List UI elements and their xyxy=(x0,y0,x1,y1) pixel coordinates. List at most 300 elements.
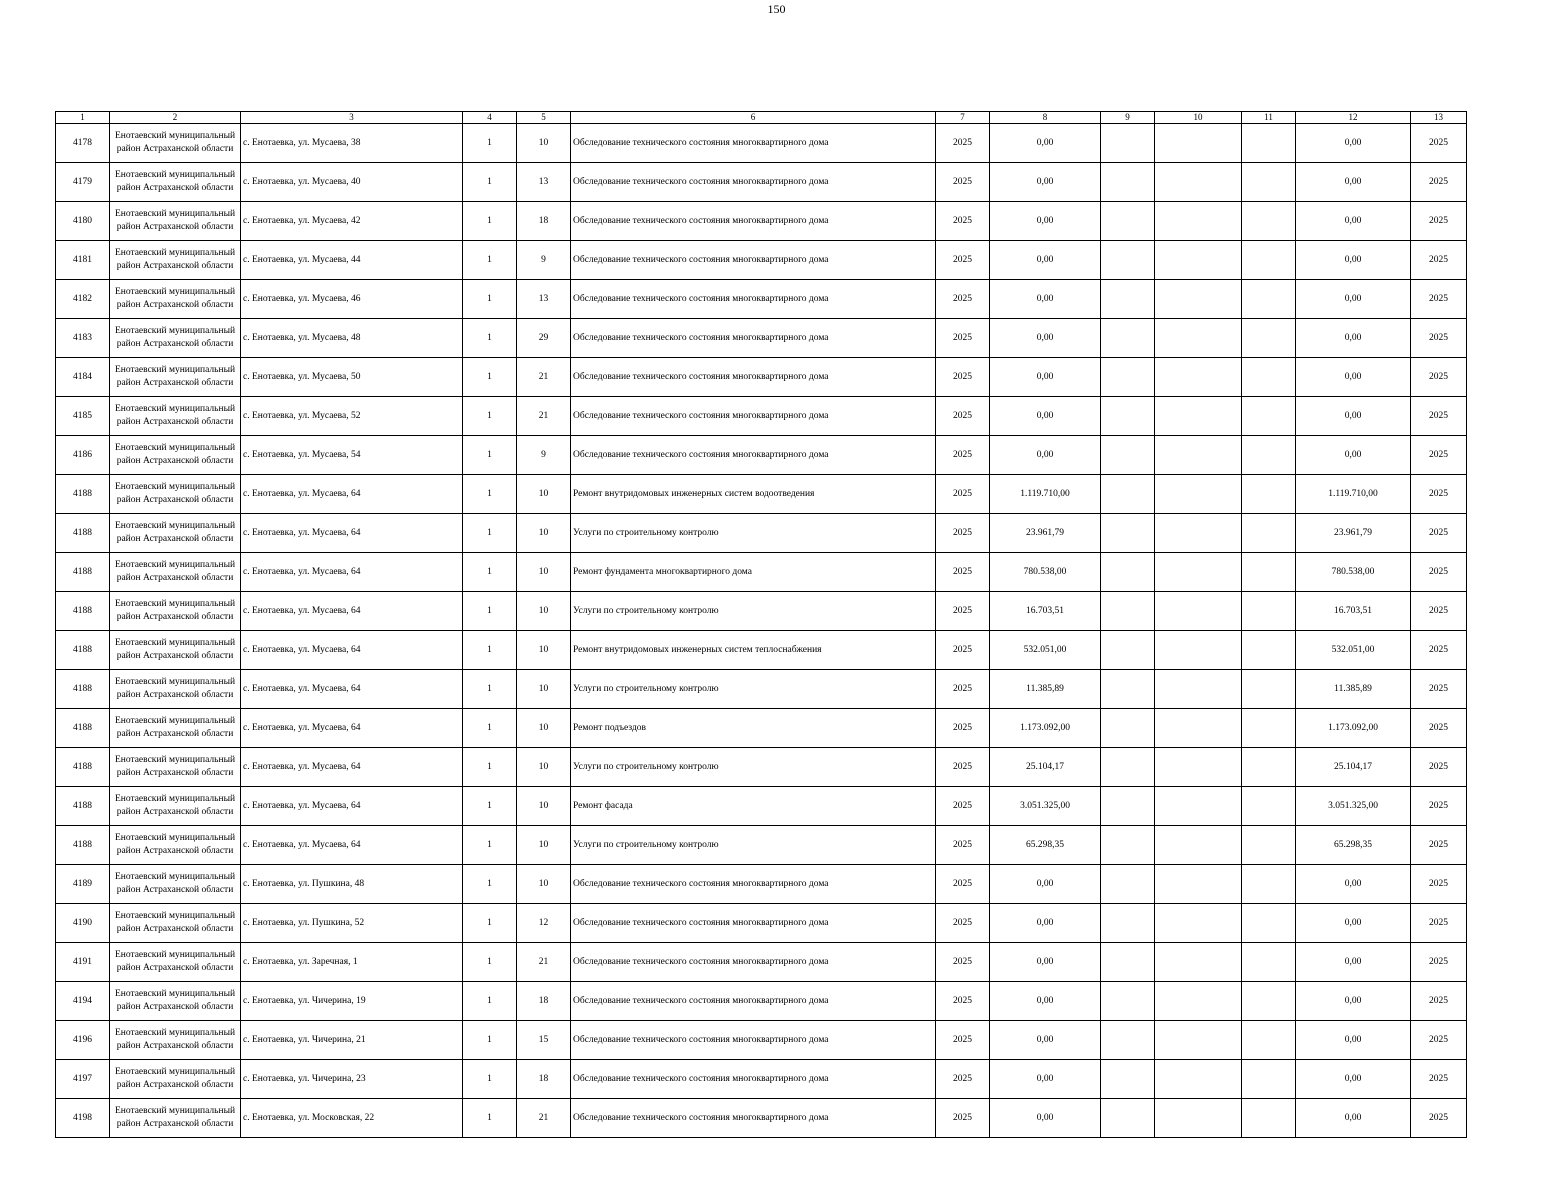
cell-address: с. Енотаевка, ул. Мусаева, 64 xyxy=(241,787,463,826)
cell-col-10 xyxy=(1155,163,1242,202)
cell-col-10 xyxy=(1155,748,1242,787)
cell-total-cost: 0,00 xyxy=(990,397,1101,436)
cell-work-type: Обследование технического состояния многоквартирного дома xyxy=(571,358,936,397)
cell-total-cost: 0,00 xyxy=(990,358,1101,397)
table-row xyxy=(56,943,1467,982)
column-header: 3 xyxy=(241,112,463,124)
cell-col-11 xyxy=(1242,787,1296,826)
cell-col-9 xyxy=(1101,709,1155,748)
cell-col-12: 0,00 xyxy=(1296,982,1411,1021)
cell-col-4: 1 xyxy=(463,865,517,904)
cell-col-5: 13 xyxy=(517,280,571,319)
cell-col-9 xyxy=(1101,436,1155,475)
cell-municipality: Енотаевский муниципальный район Астраханской области xyxy=(110,514,241,553)
cell-col-4: 1 xyxy=(463,1099,517,1138)
cell-col-12: 0,00 xyxy=(1296,280,1411,319)
cell-work-type: Обследование технического состояния многоквартирного дома xyxy=(571,202,936,241)
table-row xyxy=(56,280,1467,319)
cell-col-10 xyxy=(1155,592,1242,631)
cell-col-12: 65.298,35 xyxy=(1296,826,1411,865)
cell-col-9 xyxy=(1101,280,1155,319)
cell-work-type: Обследование технического состояния многоквартирного дома xyxy=(571,124,936,163)
column-number-row xyxy=(56,112,1467,124)
cell-col-5: 10 xyxy=(517,475,571,514)
cell-work-type: Обследование технического состояния многоквартирного дома xyxy=(571,241,936,280)
cell-col-12: 0,00 xyxy=(1296,358,1411,397)
cell-col-5: 18 xyxy=(517,1060,571,1099)
cell-col-12: 11.385,89 xyxy=(1296,670,1411,709)
cell-col-5: 18 xyxy=(517,202,571,241)
cell-municipality: Енотаевский муниципальный район Астраханской области xyxy=(110,631,241,670)
cell-year: 2025 xyxy=(936,982,990,1021)
cell-year: 2025 xyxy=(936,943,990,982)
cell-col-11 xyxy=(1242,397,1296,436)
cell-col-4: 1 xyxy=(463,826,517,865)
cell-col-10 xyxy=(1155,670,1242,709)
cell-row-number: 4186 xyxy=(56,436,110,475)
cell-col-5: 18 xyxy=(517,982,571,1021)
cell-total-cost: 1.173.092,00 xyxy=(990,709,1101,748)
cell-address: с. Енотаевка, ул. Мусаева, 64 xyxy=(241,631,463,670)
cell-col-4: 1 xyxy=(463,709,517,748)
cell-work-type: Обследование технического состояния многоквартирного дома xyxy=(571,319,936,358)
cell-year: 2025 xyxy=(936,475,990,514)
cell-address: с. Енотаевка, ул. Чичерина, 21 xyxy=(241,1021,463,1060)
cell-col-10 xyxy=(1155,280,1242,319)
cell-col-10 xyxy=(1155,397,1242,436)
cell-col-12: 0,00 xyxy=(1296,943,1411,982)
cell-col-13: 2025 xyxy=(1411,1099,1467,1138)
cell-col-4: 1 xyxy=(463,280,517,319)
cell-address: с. Енотаевка, ул. Мусаева, 64 xyxy=(241,514,463,553)
table-row xyxy=(56,1099,1467,1138)
table-row xyxy=(56,475,1467,514)
cell-address: с. Енотаевка, ул. Пушкина, 52 xyxy=(241,904,463,943)
cell-row-number: 4183 xyxy=(56,319,110,358)
cell-col-5: 10 xyxy=(517,709,571,748)
cell-address: с. Енотаевка, ул. Мусаева, 64 xyxy=(241,475,463,514)
cell-year: 2025 xyxy=(936,787,990,826)
cell-address: с. Енотаевка, ул. Мусаева, 44 xyxy=(241,241,463,280)
column-header: 7 xyxy=(936,112,990,124)
cell-col-9 xyxy=(1101,787,1155,826)
cell-col-5: 9 xyxy=(517,241,571,280)
table-row xyxy=(56,436,1467,475)
capital-repair-table xyxy=(55,111,1467,1138)
cell-col-13: 2025 xyxy=(1411,241,1467,280)
table-row xyxy=(56,826,1467,865)
cell-col-10 xyxy=(1155,514,1242,553)
cell-col-4: 1 xyxy=(463,124,517,163)
cell-year: 2025 xyxy=(936,709,990,748)
cell-row-number: 4184 xyxy=(56,358,110,397)
cell-col-11 xyxy=(1242,241,1296,280)
cell-row-number: 4185 xyxy=(56,397,110,436)
cell-col-12: 0,00 xyxy=(1296,397,1411,436)
cell-col-13: 2025 xyxy=(1411,943,1467,982)
cell-col-9 xyxy=(1101,631,1155,670)
cell-col-9 xyxy=(1101,319,1155,358)
cell-col-4: 1 xyxy=(463,982,517,1021)
cell-col-9 xyxy=(1101,553,1155,592)
cell-total-cost: 23.961,79 xyxy=(990,514,1101,553)
cell-col-11 xyxy=(1242,280,1296,319)
cell-work-type: Обследование технического состояния многоквартирного дома xyxy=(571,982,936,1021)
cell-municipality: Енотаевский муниципальный район Астраханской области xyxy=(110,1060,241,1099)
cell-col-9 xyxy=(1101,241,1155,280)
cell-municipality: Енотаевский муниципальный район Астраханской области xyxy=(110,163,241,202)
cell-year: 2025 xyxy=(936,436,990,475)
cell-address: с. Енотаевка, ул. Московская, 22 xyxy=(241,1099,463,1138)
cell-address: с. Енотаевка, ул. Мусаева, 64 xyxy=(241,592,463,631)
cell-col-9 xyxy=(1101,904,1155,943)
cell-work-type: Обследование технического состояния многоквартирного дома xyxy=(571,436,936,475)
cell-row-number: 4191 xyxy=(56,943,110,982)
cell-col-4: 1 xyxy=(463,904,517,943)
cell-col-11 xyxy=(1242,943,1296,982)
cell-work-type: Ремонт внутридомовых инженерных систем водоотведения xyxy=(571,475,936,514)
cell-address: с. Енотаевка, ул. Мусаева, 64 xyxy=(241,748,463,787)
cell-col-4: 1 xyxy=(463,787,517,826)
cell-year: 2025 xyxy=(936,241,990,280)
cell-year: 2025 xyxy=(936,514,990,553)
cell-row-number: 4188 xyxy=(56,631,110,670)
cell-address: с. Енотаевка, ул. Чичерина, 19 xyxy=(241,982,463,1021)
cell-row-number: 4188 xyxy=(56,748,110,787)
cell-col-10 xyxy=(1155,241,1242,280)
cell-work-type: Обследование технического состояния многоквартирного дома xyxy=(571,1021,936,1060)
cell-col-4: 1 xyxy=(463,358,517,397)
cell-year: 2025 xyxy=(936,904,990,943)
cell-col-13: 2025 xyxy=(1411,904,1467,943)
cell-col-5: 9 xyxy=(517,436,571,475)
cell-col-9 xyxy=(1101,1021,1155,1060)
cell-col-13: 2025 xyxy=(1411,1060,1467,1099)
cell-municipality: Енотаевский муниципальный район Астраханской области xyxy=(110,787,241,826)
cell-col-4: 1 xyxy=(463,475,517,514)
cell-col-11 xyxy=(1242,202,1296,241)
column-header: 12 xyxy=(1296,112,1411,124)
cell-col-12: 0,00 xyxy=(1296,904,1411,943)
cell-col-13: 2025 xyxy=(1411,826,1467,865)
cell-address: с. Енотаевка, ул. Пушкина, 48 xyxy=(241,865,463,904)
column-header: 11 xyxy=(1242,112,1296,124)
cell-col-12: 16.703,51 xyxy=(1296,592,1411,631)
cell-col-13: 2025 xyxy=(1411,319,1467,358)
cell-col-13: 2025 xyxy=(1411,1021,1467,1060)
cell-work-type: Обследование технического состояния многоквартирного дома xyxy=(571,163,936,202)
cell-row-number: 4179 xyxy=(56,163,110,202)
column-header: 4 xyxy=(463,112,517,124)
cell-year: 2025 xyxy=(936,1021,990,1060)
cell-municipality: Енотаевский муниципальный район Астраханской области xyxy=(110,397,241,436)
cell-row-number: 4178 xyxy=(56,124,110,163)
cell-col-9 xyxy=(1101,943,1155,982)
cell-municipality: Енотаевский муниципальный район Астраханской области xyxy=(110,904,241,943)
cell-year: 2025 xyxy=(936,748,990,787)
cell-total-cost: 0,00 xyxy=(990,1060,1101,1099)
cell-col-11 xyxy=(1242,592,1296,631)
cell-address: с. Енотаевка, ул. Мусаева, 52 xyxy=(241,397,463,436)
cell-col-12: 0,00 xyxy=(1296,1099,1411,1138)
cell-total-cost: 3.051.325,00 xyxy=(990,787,1101,826)
cell-col-5: 21 xyxy=(517,1099,571,1138)
cell-row-number: 4196 xyxy=(56,1021,110,1060)
cell-total-cost: 25.104,17 xyxy=(990,748,1101,787)
table-body xyxy=(56,112,1467,1138)
cell-address: с. Енотаевка, ул. Мусаева, 64 xyxy=(241,553,463,592)
cell-col-4: 1 xyxy=(463,631,517,670)
cell-row-number: 4188 xyxy=(56,475,110,514)
cell-col-13: 2025 xyxy=(1411,670,1467,709)
cell-year: 2025 xyxy=(936,1060,990,1099)
cell-row-number: 4188 xyxy=(56,826,110,865)
cell-col-5: 21 xyxy=(517,358,571,397)
cell-row-number: 4188 xyxy=(56,553,110,592)
cell-col-4: 1 xyxy=(463,514,517,553)
cell-municipality: Енотаевский муниципальный район Астраханской области xyxy=(110,670,241,709)
cell-col-10 xyxy=(1155,865,1242,904)
cell-municipality: Енотаевский муниципальный район Астраханской области xyxy=(110,358,241,397)
cell-col-11 xyxy=(1242,163,1296,202)
cell-col-13: 2025 xyxy=(1411,475,1467,514)
cell-col-9 xyxy=(1101,124,1155,163)
cell-col-5: 29 xyxy=(517,319,571,358)
cell-work-type: Обследование технического состояния многоквартирного дома xyxy=(571,280,936,319)
cell-col-9 xyxy=(1101,358,1155,397)
cell-col-10 xyxy=(1155,982,1242,1021)
cell-municipality: Енотаевский муниципальный район Астраханской области xyxy=(110,124,241,163)
cell-year: 2025 xyxy=(936,202,990,241)
cell-year: 2025 xyxy=(936,280,990,319)
cell-col-10 xyxy=(1155,826,1242,865)
cell-work-type: Услуги по строительному контролю xyxy=(571,592,936,631)
cell-row-number: 4190 xyxy=(56,904,110,943)
cell-col-10 xyxy=(1155,202,1242,241)
cell-row-number: 4180 xyxy=(56,202,110,241)
table-row xyxy=(56,670,1467,709)
cell-year: 2025 xyxy=(936,1099,990,1138)
cell-total-cost: 0,00 xyxy=(990,163,1101,202)
cell-col-12: 532.051,00 xyxy=(1296,631,1411,670)
cell-work-type: Обследование технического состояния многоквартирного дома xyxy=(571,943,936,982)
cell-total-cost: 0,00 xyxy=(990,943,1101,982)
cell-col-9 xyxy=(1101,826,1155,865)
cell-address: с. Енотаевка, ул. Мусаева, 38 xyxy=(241,124,463,163)
cell-col-5: 10 xyxy=(517,787,571,826)
cell-address: с. Енотаевка, ул. Мусаева, 50 xyxy=(241,358,463,397)
table-row xyxy=(56,709,1467,748)
column-header: 6 xyxy=(571,112,936,124)
cell-municipality: Енотаевский муниципальный район Астраханской области xyxy=(110,943,241,982)
page-number: 150 xyxy=(767,2,786,16)
cell-col-4: 1 xyxy=(463,397,517,436)
cell-col-11 xyxy=(1242,475,1296,514)
cell-col-12: 0,00 xyxy=(1296,1021,1411,1060)
cell-work-type: Услуги по строительному контролю xyxy=(571,670,936,709)
cell-total-cost: 1.119.710,00 xyxy=(990,475,1101,514)
table-row xyxy=(56,904,1467,943)
cell-col-11 xyxy=(1242,1060,1296,1099)
cell-col-5: 10 xyxy=(517,592,571,631)
cell-col-10 xyxy=(1155,475,1242,514)
cell-col-12: 0,00 xyxy=(1296,319,1411,358)
table-row xyxy=(56,748,1467,787)
cell-col-11 xyxy=(1242,1099,1296,1138)
cell-col-5: 10 xyxy=(517,514,571,553)
cell-row-number: 4188 xyxy=(56,709,110,748)
cell-total-cost: 780.538,00 xyxy=(990,553,1101,592)
cell-col-12: 0,00 xyxy=(1296,124,1411,163)
cell-col-4: 1 xyxy=(463,163,517,202)
cell-col-11 xyxy=(1242,124,1296,163)
cell-row-number: 4188 xyxy=(56,787,110,826)
cell-total-cost: 65.298,35 xyxy=(990,826,1101,865)
table-row xyxy=(56,592,1467,631)
cell-address: с. Енотаевка, ул. Мусаева, 64 xyxy=(241,670,463,709)
cell-total-cost: 11.385,89 xyxy=(990,670,1101,709)
cell-col-11 xyxy=(1242,358,1296,397)
cell-total-cost: 0,00 xyxy=(990,904,1101,943)
cell-col-10 xyxy=(1155,436,1242,475)
cell-col-10 xyxy=(1155,358,1242,397)
cell-row-number: 4194 xyxy=(56,982,110,1021)
table-row xyxy=(56,124,1467,163)
cell-row-number: 4198 xyxy=(56,1099,110,1138)
cell-total-cost: 0,00 xyxy=(990,1021,1101,1060)
cell-work-type: Ремонт фундамента многоквартирного дома xyxy=(571,553,936,592)
column-header: 2 xyxy=(110,112,241,124)
cell-col-12: 1.119.710,00 xyxy=(1296,475,1411,514)
cell-col-11 xyxy=(1242,1021,1296,1060)
cell-col-10 xyxy=(1155,553,1242,592)
table-row xyxy=(56,514,1467,553)
cell-col-11 xyxy=(1242,553,1296,592)
cell-municipality: Енотаевский муниципальный район Астраханской области xyxy=(110,202,241,241)
table-row xyxy=(56,1060,1467,1099)
cell-col-13: 2025 xyxy=(1411,631,1467,670)
cell-row-number: 4188 xyxy=(56,670,110,709)
table-row xyxy=(56,1021,1467,1060)
cell-col-5: 21 xyxy=(517,397,571,436)
cell-col-12: 23.961,79 xyxy=(1296,514,1411,553)
cell-col-11 xyxy=(1242,709,1296,748)
cell-address: с. Енотаевка, ул. Мусаева, 46 xyxy=(241,280,463,319)
cell-col-10 xyxy=(1155,319,1242,358)
cell-col-4: 1 xyxy=(463,436,517,475)
cell-col-13: 2025 xyxy=(1411,709,1467,748)
column-header: 13 xyxy=(1411,112,1467,124)
cell-col-10 xyxy=(1155,631,1242,670)
cell-total-cost: 16.703,51 xyxy=(990,592,1101,631)
table-row xyxy=(56,163,1467,202)
cell-col-13: 2025 xyxy=(1411,124,1467,163)
cell-col-4: 1 xyxy=(463,1021,517,1060)
cell-work-type: Обследование технического состояния многоквартирного дома xyxy=(571,865,936,904)
cell-col-4: 1 xyxy=(463,592,517,631)
cell-col-9 xyxy=(1101,670,1155,709)
cell-total-cost: 0,00 xyxy=(990,241,1101,280)
cell-municipality: Енотаевский муниципальный район Астраханской области xyxy=(110,865,241,904)
cell-col-5: 10 xyxy=(517,553,571,592)
cell-col-10 xyxy=(1155,1060,1242,1099)
table-row xyxy=(56,397,1467,436)
cell-year: 2025 xyxy=(936,592,990,631)
cell-col-10 xyxy=(1155,124,1242,163)
cell-total-cost: 0,00 xyxy=(990,280,1101,319)
cell-col-5: 10 xyxy=(517,670,571,709)
cell-col-5: 10 xyxy=(517,826,571,865)
cell-col-4: 1 xyxy=(463,241,517,280)
cell-municipality: Енотаевский муниципальный район Астраханской области xyxy=(110,553,241,592)
cell-col-9 xyxy=(1101,1060,1155,1099)
cell-col-10 xyxy=(1155,943,1242,982)
cell-municipality: Енотаевский муниципальный район Астраханской области xyxy=(110,1021,241,1060)
cell-total-cost: 0,00 xyxy=(990,982,1101,1021)
cell-year: 2025 xyxy=(936,358,990,397)
cell-col-5: 10 xyxy=(517,124,571,163)
cell-col-12: 0,00 xyxy=(1296,163,1411,202)
cell-municipality: Енотаевский муниципальный район Астраханской области xyxy=(110,436,241,475)
cell-year: 2025 xyxy=(936,670,990,709)
cell-address: с. Енотаевка, ул. Мусаева, 42 xyxy=(241,202,463,241)
cell-work-type: Ремонт внутридомовых инженерных систем теплоснабжения xyxy=(571,631,936,670)
cell-municipality: Енотаевский муниципальный район Астраханской области xyxy=(110,1099,241,1138)
cell-col-4: 1 xyxy=(463,319,517,358)
cell-total-cost: 0,00 xyxy=(990,1099,1101,1138)
cell-total-cost: 0,00 xyxy=(990,124,1101,163)
cell-municipality: Енотаевский муниципальный район Астраханской области xyxy=(110,982,241,1021)
cell-municipality: Енотаевский муниципальный район Астраханской области xyxy=(110,709,241,748)
column-header: 8 xyxy=(990,112,1101,124)
cell-col-12: 0,00 xyxy=(1296,865,1411,904)
cell-col-9 xyxy=(1101,748,1155,787)
cell-work-type: Ремонт подъездов xyxy=(571,709,936,748)
cell-col-11 xyxy=(1242,826,1296,865)
cell-work-type: Обследование технического состояния многоквартирного дома xyxy=(571,397,936,436)
cell-work-type: Обследование технического состояния многоквартирного дома xyxy=(571,904,936,943)
cell-col-5: 10 xyxy=(517,865,571,904)
cell-col-11 xyxy=(1242,982,1296,1021)
cell-col-11 xyxy=(1242,436,1296,475)
cell-col-9 xyxy=(1101,475,1155,514)
cell-total-cost: 532.051,00 xyxy=(990,631,1101,670)
cell-work-type: Услуги по строительному контролю xyxy=(571,826,936,865)
cell-col-4: 1 xyxy=(463,553,517,592)
cell-address: с. Енотаевка, ул. Мусаева, 64 xyxy=(241,826,463,865)
cell-col-4: 1 xyxy=(463,748,517,787)
cell-work-type: Обследование технического состояния многоквартирного дома xyxy=(571,1060,936,1099)
cell-year: 2025 xyxy=(936,865,990,904)
cell-col-4: 1 xyxy=(463,670,517,709)
cell-col-5: 21 xyxy=(517,943,571,982)
cell-col-11 xyxy=(1242,319,1296,358)
cell-total-cost: 0,00 xyxy=(990,436,1101,475)
cell-col-5: 10 xyxy=(517,631,571,670)
column-header: 9 xyxy=(1101,112,1155,124)
cell-row-number: 4188 xyxy=(56,592,110,631)
cell-col-5: 10 xyxy=(517,748,571,787)
cell-col-13: 2025 xyxy=(1411,163,1467,202)
table-row xyxy=(56,202,1467,241)
cell-col-9 xyxy=(1101,514,1155,553)
cell-col-13: 2025 xyxy=(1411,514,1467,553)
cell-col-12: 3.051.325,00 xyxy=(1296,787,1411,826)
cell-col-4: 1 xyxy=(463,202,517,241)
cell-work-type: Услуги по строительному контролю xyxy=(571,514,936,553)
cell-col-12: 0,00 xyxy=(1296,436,1411,475)
cell-col-13: 2025 xyxy=(1411,748,1467,787)
